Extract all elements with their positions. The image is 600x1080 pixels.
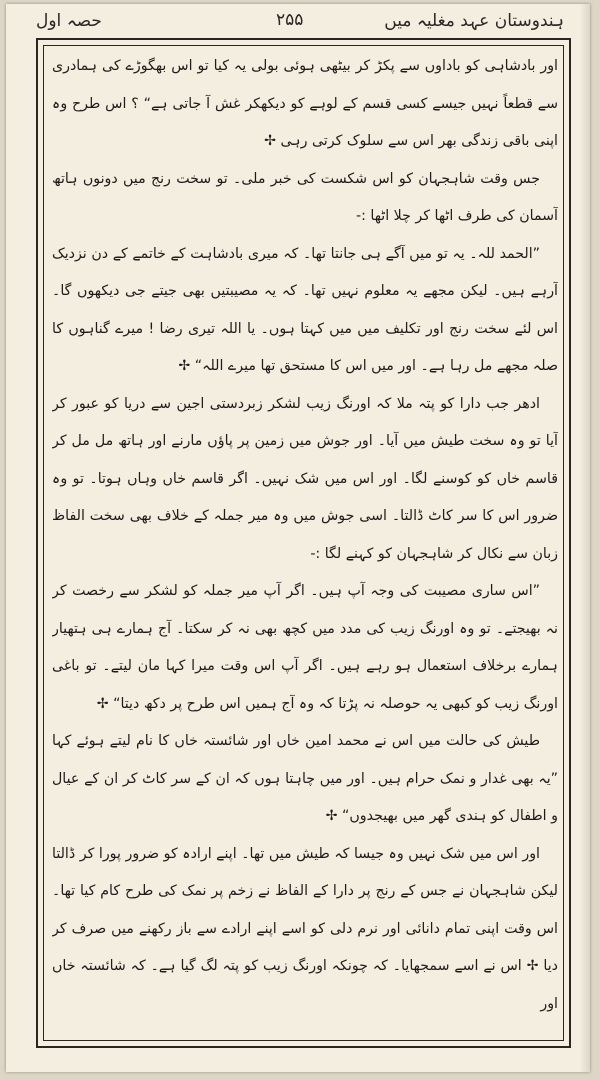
- page-header: [6, 4, 590, 38]
- running-title: ہندوستان عہد مغلیہ میں: [384, 11, 564, 31]
- paragraph: اور بادشاہی کو باداوں سے پکڑ کر بیٹھی ہوئی بولی یہ کیا تو اس بھگوڑے کی ہمادری سے قطعاً نہیں جیسے کسی قسم کے لوہے کو دیکھکر غش آ جاتی ہے“ ؟ اس طرح وہ اپنی باقی زندگی بھر اس سے سلوک کرتی رہی ✢: [52, 58, 558, 149]
- quotation-paragraph: ”اس ساری مصیبت کی وجہ آپ ہیں۔ اگر آپ میر جملہ کو لشکر سے رخصت کر نہ بھیجتے۔ تو وہ اورنگ زیب کی مدد میں کچھ بھی نہ کر سکتا۔ آج ہمارے ہی ہتھیار ہمارے برخلاف استعمال ہو رہے ہیں۔ اگر آپ اس وقت میرا کہا مان لیتے۔ تو باغی اورنگ زیب کو کبھی یہ حوصلہ نہ پڑتا کہ وہ آج ہمیں اس طرح پر دکھ دیتا“ ✢: [52, 583, 558, 712]
- part-label: حصہ اول: [36, 11, 102, 31]
- body-text: [52, 48, 558, 1038]
- page-edge-shadow: [580, 4, 590, 1072]
- quotation-paragraph: ”الحمد للہ۔ یہ تو میں آگے ہی جانتا تھا۔ کہ میری بادشاہت کے خاتمے کے دن نزدیک آرہے ہیں۔ لیکن مجھے یہ معلوم نہیں تھا۔ کہ یہ مصیبتیں بھی جیتے جی دیکھوں گا۔ اس لئے سخت رنج اور تکلیف میں میں کہتا ہوں۔ یا اللہ تیری رضا ! میرے گناہوں کا صلہ مجھے مل رہا ہے۔ اور میں اس کا مستحق تھا میرے اللہ“ ✢: [52, 245, 558, 374]
- paragraph: جس وقت شاہجہان کو اس شکست کی خبر ملی۔ تو سخت رنج میں دونوں ہاتھ آسمان کی طرف اٹھا کر چلا اٹھا :-: [52, 170, 558, 224]
- paragraph: طیش کی حالت میں اس نے محمد امین خاں اور شائستہ خاں کا نام لیتے ہوئے کہا ”یہ بھی غدار و نمک حرام ہیں۔ اور میں چاہتا ہوں کہ ان کے سر کاٹ کر ان کے عیال و اطفال کو ہندی گھر میں بھیجدوں“ ✢: [52, 733, 558, 824]
- page-number: ۲۵۵: [276, 10, 304, 30]
- book-page: [6, 4, 590, 1072]
- paragraph: اور اس میں شک نہیں وہ جیسا کہ طیش میں تھا۔ اپنے ارادہ کو ضرور پورا کر ڈالتا لیکن شاہجہان نے جس کے رنج پر دارا کے الفاظ نے زخم پر نمک کی طرح کام کیا تھا۔ اس وقت اپنی تمام دانائی اور نرم دلی کو اسے اپنے ارادے سے باز رکھنے میں صرف کر دیا ✢ اس نے اسے سمجھایا۔ کہ چونکہ اورنگ زیب کو پتہ لگ گیا ہے۔ کہ شائستہ خاں اور: [52, 845, 558, 1012]
- paragraph: ادھر جب دارا کو پتہ ملا کہ اورنگ زیب لشکر زبردستی اجین سے دریا کو عبور کر آیا تو وہ سخت طیش میں آیا۔ اور جوش میں زمین پر پاؤں مارنے اور ہاتھ مل مل کر قاسم خاں کو کوسنے لگا۔ اور اس میں شک نہیں۔ اگر قاسم خاں وہاں ہوتا۔ تو وہ ضرور اس کا سر کاٹ ڈالتا۔ اسی جوش میں وہ میر جملہ کے خلاف بھی سخت الفاظ زبان سے نکال کر شاہجہان کو کہنے لگا :-: [52, 395, 558, 562]
